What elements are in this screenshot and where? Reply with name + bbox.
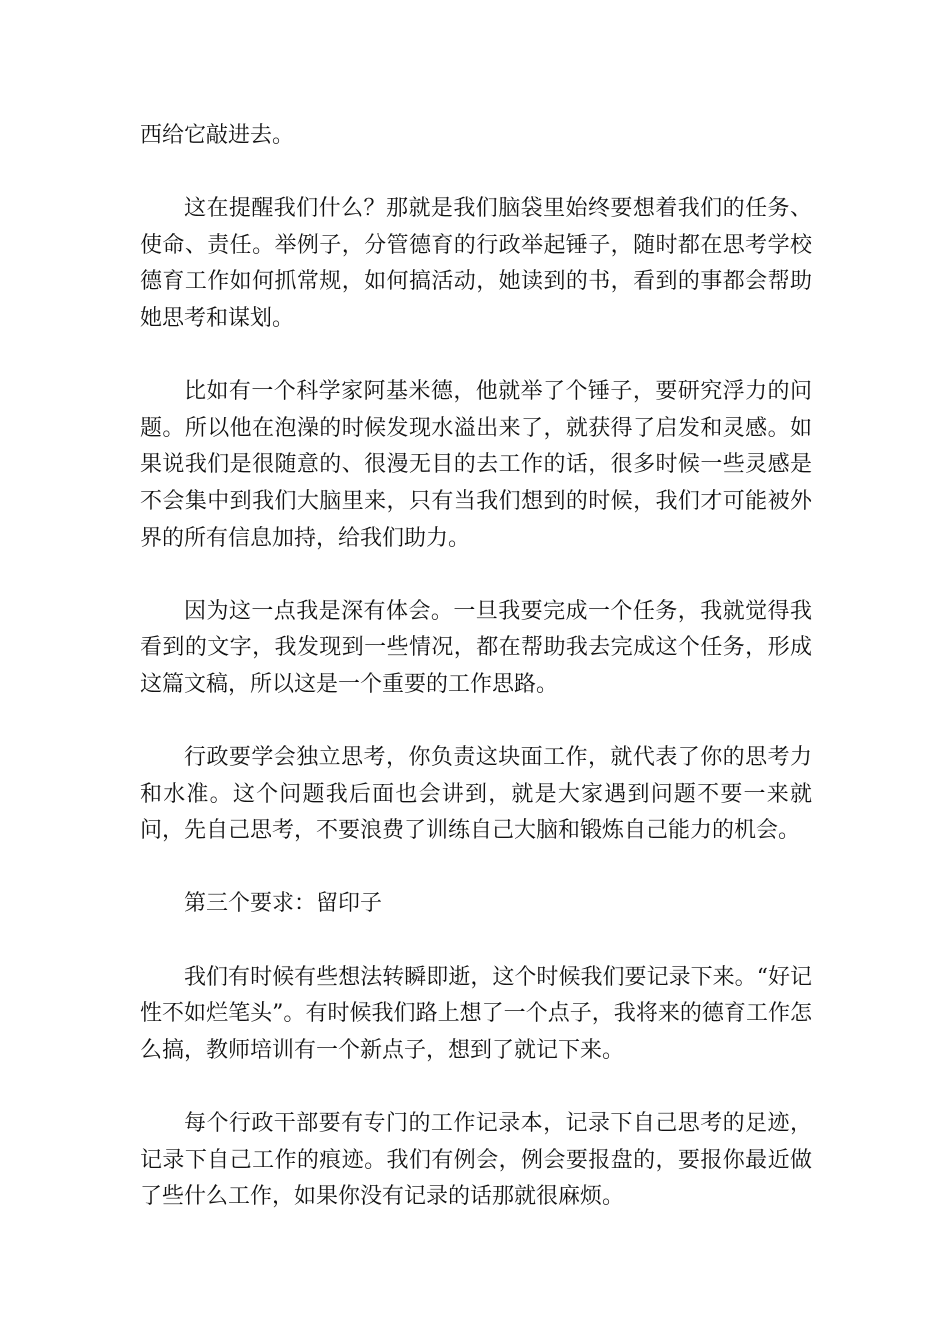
section-heading-third-requirement: 第三个要求：留印子 xyxy=(184,891,383,917)
paragraph-record-ideas: 我们有时候有些想法转瞬即逝，这个时候我们要记录下来。“好记性不如烂笔头”。有时候我们路上想了一个点子，我将来的德育工作怎么搞，教师培训有一个新点子，想到了就记下来。 xyxy=(140,964,812,1063)
paragraph-continuation: 西给它敲进去。 xyxy=(140,123,295,148)
paragraph-experience: 因为这一点我是深有体会。一旦我要完成一个任务，我就觉得我看到的文字，我发现到一些情况，都在帮助我去完成这个任务，形成这篇文稿，所以这是一个重要的工作思路。 xyxy=(140,598,812,697)
paragraph-archimedes: 比如有一个科学家阿基米德，他就举了个锤子，要研究浮力的问题。所以他在泡澡的时候发现水溢出来了，就获得了启发和灵感。如果说我们是很随意的、很漫无目的去工作的话，很多时候一些灵感是不会集中到我们大脑里来，只有当我们想到的时候，我们才可能被外界的所有信息加持，给我们助力。 xyxy=(140,379,812,551)
document-body xyxy=(140,118,812,1216)
paragraph-reminder: 这在提醒我们什么？那就是我们脑袋里始终要想着我们的任务、使命、责任。举例子，分管德育的行政举起锤子，随时都在思考学校德育工作如何抓常规，如何搞活动，她读到的书，看到的事都会帮助她思考和谋划。 xyxy=(140,196,812,331)
paragraph-independent-thinking: 行政要学会独立思考，你负责这块面工作，就代表了你的思考力和水准。这个问题我后面也会讲到，就是大家遇到问题不要一来就问，先自己思考，不要浪费了训练自己大脑和锻炼自己能力的机会。 xyxy=(140,745,812,844)
paragraph-work-notebook: 每个行政干部要有专门的工作记录本，记录下自己思考的足迹，记录下自己工作的痕迹。我们有例会，例会要报盘的，要报你最近做了些什么工作，如果你没有记录的话那就很麻烦。 xyxy=(140,1111,812,1210)
